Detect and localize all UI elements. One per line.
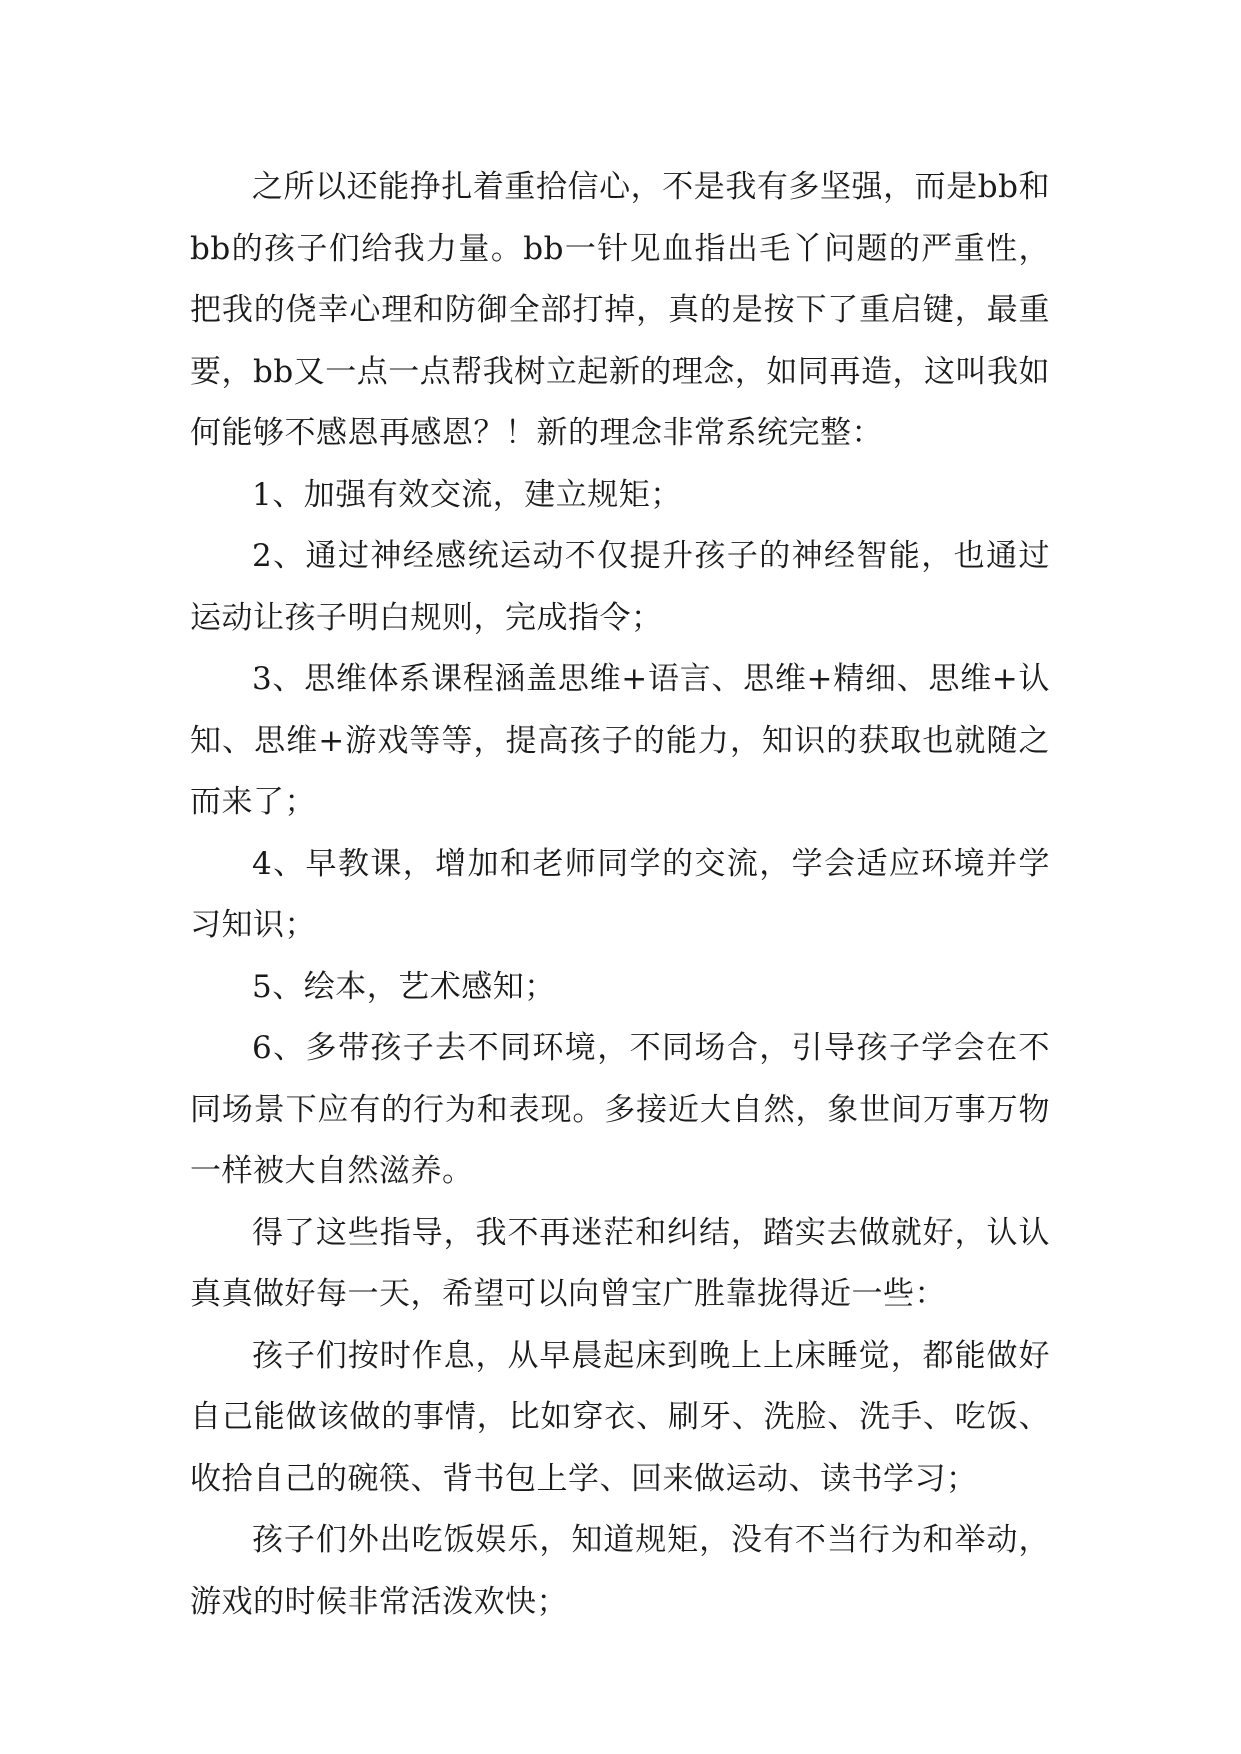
paragraph-routine: 孩子们按时作息，从早晨起床到晚上上床睡觉，都能做好自己能做该做的事情，比如穿衣、刷牙、洗脸、洗手、吃饭、收拾自己的碗筷、背书包上学、回来做运动、读书学习； [190,1337,1050,1497]
list-item-1: 1、加强有效交流，建立规矩； [252,476,682,513]
list-item-6: 6、多带孩子去不同环境，不同场合，引导孩子学会在不同场景下应有的行为和表现。多接近大自然，象世间万事万物一样被大自然滋养。 [190,1030,1050,1189]
list-item-3: 3、思维体系课程涵盖思维+语言、思维+精细、思维+认知、思维+游戏等等，提高孩子的能力，知识的获取也就随之而来了； [190,661,1050,820]
list-item-2: 2、通过神经感统运动不仅提升孩子的神经智能，也通过运动让孩子明白规则，完成指令； [190,538,1050,636]
paragraph-guidance: 得了这些指导，我不再迷茫和纠结，踏实去做就好，认认真真做好每一天，希望可以向曾宝广胜靠拢得近一些： [190,1214,1050,1312]
document-body [190,157,1050,1633]
list-item-5: 5、绘本，艺术感知； [252,968,556,1005]
paragraph-outings: 孩子们外出吃饭娱乐，知道规矩，没有不当行为和举动，游戏的时候非常活泼欢快； [190,1522,1050,1620]
list-item-4: 4、早教课，增加和老师同学的交流，学会适应环境并学习知识； [190,845,1050,943]
paragraph-intro: 之所以还能挣扎着重拾信心，不是我有多坚强，而是bb和bb的孩子们给我力量。bb一针见血指出毛丫问题的严重性，把我的侥幸心理和防御全部打掉，真的是按下了重启键，最重要，bb又一点一点帮我树立起新的理念，如同再造，这叫我如何能够不感恩再感恩？！新的理念非常系统完整： [190,169,1050,451]
